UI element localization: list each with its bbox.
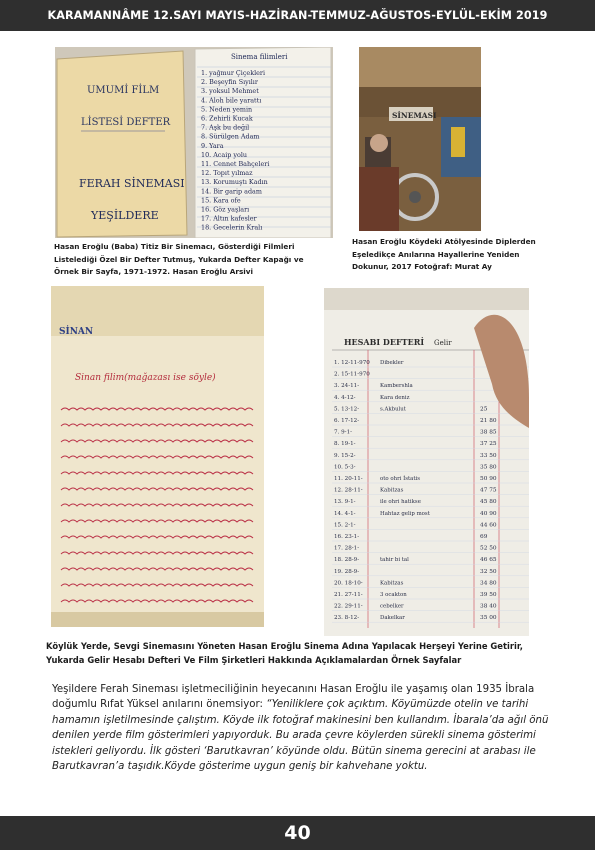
ledger-amount: 21 80: [480, 418, 497, 424]
ledger-amount: 46 65: [480, 557, 497, 564]
ledger-amount: 38 40: [480, 603, 497, 610]
cover-line-2: LİSTESİ DEFTER: [81, 117, 171, 128]
workshop-illustration: [359, 47, 481, 231]
film-list-item: 4. Aloh bile yarattı: [201, 96, 262, 105]
film-list-item: 15. Kara ofe: [201, 196, 241, 205]
workshop-photo: [359, 47, 481, 231]
ledger-date: 2. 15-11-970: [334, 371, 370, 378]
ledger-amount: 34 80: [480, 580, 497, 587]
ledger-desc: oto ohri İstatis: [380, 476, 421, 482]
handwritten-illustration: [51, 286, 264, 627]
ledger-date: 5. 13-12-: [334, 406, 360, 413]
running-header: [0, 0, 595, 31]
ledger-desc: Kara deniz: [380, 394, 410, 401]
ledger-amount: 50 90: [480, 476, 497, 482]
body-lead: Yeşildere Ferah Sineması işletmeciliğinin heyecanını Hasan Eroğlu ile yaşamış olan 1935 İbrala doğumlu Rıfat Yüksel anılarını önemsiyor:: [52, 684, 535, 711]
ledger-photo: [324, 288, 529, 636]
ledger-gelir: Gelir: [434, 339, 452, 347]
ledger-date: 9. 15-2-: [334, 452, 356, 459]
ledger-amount: 35 80: [480, 464, 497, 471]
ledger-date: 22. 29-11-: [334, 603, 363, 610]
ledger-desc: cebelker: [380, 603, 404, 610]
ledger-amount: 38 85: [480, 429, 497, 436]
page-footer: [0, 816, 595, 850]
header-title: KARAMANNÂME 12.SAYI MAYIS-HAZİRAN-TEMMUZ-AĞUSTOS-EYLÜL-EKİM 2019: [47, 9, 548, 22]
ledger-amount: 32 50: [480, 568, 497, 575]
list-header: Sinema filimleri: [231, 53, 288, 61]
ledger-date: 19. 28-9-: [334, 568, 360, 575]
ledger-amount: 39 50: [480, 592, 497, 598]
ledger-amount: 37 25: [480, 441, 497, 448]
ledger-date: 21. 27-11-: [334, 592, 363, 598]
ledger-amount: 35 00: [480, 615, 497, 622]
ledger-date: 13. 9-1-: [334, 499, 356, 506]
ledger-amount: 25: [480, 406, 488, 413]
spread-caption-text: Köylük Yerde, Sevgi Sinemasını Yöneten Hasan Eroğlu Sinema Adına Yapılacak Herşeyi Yerine Getirir, Yukarda Gelir Hesabı Defteri Ve Film Şirketleri Hakkında Açıklamalardan Örnek Sayfalar: [46, 641, 523, 665]
ledger-desc: Dibekler: [380, 360, 404, 366]
ledger-desc: tahir bi tal: [380, 557, 409, 564]
notebook-illustration: [55, 47, 333, 238]
ledger-date: 10. 5-3-: [334, 464, 356, 471]
ledger-desc: 3 ocakton: [380, 592, 407, 598]
ledger-amount: 69: [480, 534, 488, 540]
ledger-amount: 33 50: [480, 452, 497, 459]
ledger-date: 6. 17-12-: [334, 418, 360, 424]
ledger-date: 1. 12-11-970: [334, 360, 370, 366]
ledger-desc: Kambershla: [380, 383, 413, 390]
film-list-item: 3. yoksul Mehmet: [201, 87, 259, 96]
ledger-amount: 40 90: [480, 510, 497, 517]
ledger-date: 8. 19-1-: [334, 441, 356, 448]
ledger-desc: Dakelkar: [380, 615, 405, 622]
ledger-title: HESABI DEFTERİ: [344, 337, 425, 347]
ledger-date: 7. 9-1-: [334, 429, 353, 436]
body-quote: “Yeniliklere çok açıktım. Köyümüzde otelin ve tarihi hamamın işletilmesinde çalıştım. Köyde ilk fotoğraf makinesini ben kullandım. İbarala’da ağıl önü denilen yerde film gösterimleri yapıyorduk. Bu arada çevre köylerden sürekli sinema gösterimi istekleri geliyordu. İlk gösteri ‘Barutkavran’ köyünde oldu. Bütün sinema gerecini at arabası ile Barutkavran’a taşıdık.Köyde gösterime uygun geniş bir kahvehane yoktu.: [52, 699, 549, 773]
ledger-desc: s.Akbulut: [380, 406, 406, 413]
film-list-item: 12. Topıt yılmaz: [201, 169, 253, 178]
page-number: 40: [284, 822, 311, 844]
ledger-amount: 45 80: [480, 499, 497, 506]
notebook-caption-text: Hasan Eroğlu (Baba) Titiz Bir Sinemacı, Gösterdiği Filmleri Listelediği Özel Bir Defter Tutmuş, Yukarda Defter Kapağı ve Örnek Bir Sayfa, 1971-1972. Hasan Eroğlu Arsivi: [54, 242, 304, 276]
ledger-date: 4. 4-12-: [334, 394, 356, 401]
film-list-item: 10. Acaip yolu: [201, 150, 247, 159]
ledger-date: 18. 28-9-: [334, 557, 360, 564]
ledger-amount: 52 50: [480, 545, 497, 552]
ledger-illustration: [324, 288, 529, 636]
cover-line-1: UMUMİ FİLM: [87, 85, 160, 96]
film-list-item: 13. Korumuştı Kadın: [201, 178, 268, 187]
ledger-date: 12. 28-11-: [334, 487, 363, 494]
ledger-date: 17. 28-1-: [334, 545, 360, 552]
film-list-item: 1. yağmur Çiçekleri: [201, 69, 265, 77]
notebook-photo: [55, 47, 333, 238]
film-list-item: 5. Neden yemin: [201, 105, 253, 114]
ledger-desc: Hahtaz gelip most: [380, 510, 430, 517]
ledger-amount: 47 75: [480, 487, 497, 494]
notebook-caption: [54, 241, 322, 279]
ledger-desc: ile ohri hatikse: [380, 499, 421, 506]
spread-caption: [46, 640, 556, 667]
workshop-caption-text: Hasan Eroğlu Köydeki Atölyesinde Diplerden Eşeledikçe Anılarına Hayallerine Yeniden Dokunur, 2017 Fotoğraf: Murat Ay: [352, 237, 536, 271]
film-list-item: 18. Gecelerin Kralı: [201, 223, 263, 232]
ledger-date: 15. 2-1-: [334, 522, 356, 529]
ledger-date: 11. 20-11-: [334, 476, 363, 482]
film-list-item: 8. Sürülgen Adam: [201, 132, 260, 141]
film-list-item: 6. Zehirli Kucak: [201, 114, 253, 123]
cover-line-3: FERAH SİNEMASI: [79, 177, 185, 190]
cover-line-4: YEŞİLDERE: [91, 209, 159, 222]
ledger-date: 3. 24-11-: [334, 383, 360, 390]
ledger-date: 23. 8-12-: [334, 615, 360, 622]
ledger-date: 20. 18-10-: [334, 580, 363, 587]
film-list-item: 17. Altın kafesler: [201, 214, 257, 223]
ledger-desc: Kabitzas: [380, 487, 404, 494]
workshop-sign: SİNEMASI: [392, 111, 437, 120]
ledger-date: 16. 23-1-: [334, 534, 360, 540]
film-list-item: 11. Cennet Bahçeleri: [201, 160, 270, 168]
workshop-caption: [352, 236, 542, 274]
film-list-item: 7. Aşk bu değil: [201, 123, 250, 132]
handwritten-photo: [51, 286, 264, 627]
film-list-item: 16. Göz yaşları: [201, 205, 250, 214]
film-list-item: 2. Beşeyfin Sıyılır: [201, 78, 258, 87]
handwritten-title: Sinan filim(mağazası ise söyle): [75, 373, 216, 383]
ledger-amount: 44 60: [480, 522, 497, 529]
ledger-date: 14. 4-1-: [334, 510, 356, 517]
ledger-desc: Kabitzas: [380, 580, 404, 587]
handwritten-stamp: SİNAN: [59, 327, 94, 337]
film-list-item: 14. Bir garip adam: [201, 187, 262, 196]
article-body: [52, 682, 552, 774]
film-list-item: 9. Yara: [201, 141, 224, 150]
